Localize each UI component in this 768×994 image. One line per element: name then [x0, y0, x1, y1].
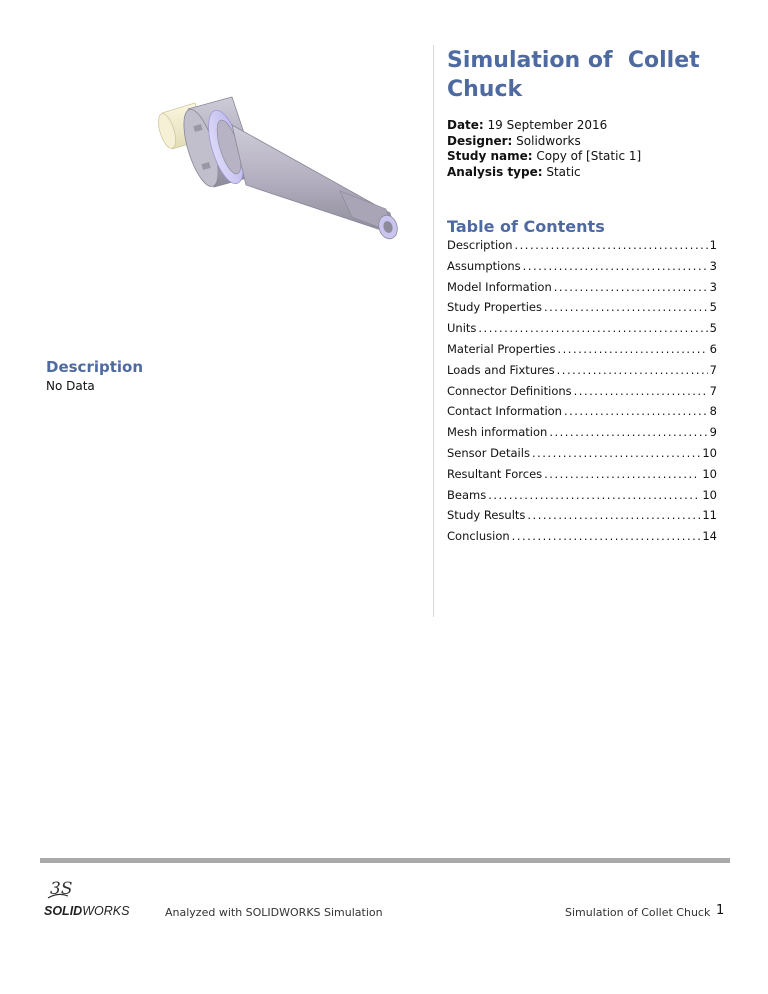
toc-entry-material-properties[interactable] [447, 342, 717, 363]
toc-entry-label: Connector Definitions [447, 383, 572, 398]
ds-logo-icon [44, 878, 154, 920]
toc-leader-dots [488, 488, 700, 502]
footer-rule [40, 858, 730, 863]
description-body: No Data [46, 379, 95, 393]
toc-entry-mesh-information[interactable] [447, 425, 717, 446]
toc-entry-page: 7 [709, 383, 717, 398]
column-divider [433, 45, 434, 617]
toc-leader-dots [558, 342, 708, 356]
toc-entry-beams[interactable] [447, 488, 717, 509]
toc-leader-dots [527, 508, 700, 522]
toc-entry-description[interactable] [447, 238, 717, 259]
document-title: Simulation of Collet Chuck [447, 48, 708, 102]
toc-entry-page: 5 [709, 300, 717, 315]
toc-entry-page: 9 [709, 425, 717, 440]
toc-entry-label: Resultant Forces [447, 466, 543, 481]
toc-entry-page: 5 [709, 321, 717, 336]
toc-entry-sensor-details[interactable] [447, 446, 717, 467]
toc-entry-label: Beams [447, 487, 487, 502]
toc-leader-dots [554, 280, 708, 294]
toc-entry-label: Description [447, 238, 513, 252]
toc-entry-label: Mesh information [447, 425, 548, 440]
table-of-contents [447, 238, 717, 550]
logo-text-solid: SOLID [44, 904, 83, 918]
toc-entry-resultant-forces[interactable] [447, 467, 717, 488]
toc-entry-page: 10 [702, 487, 717, 502]
toc-entry-page: 7 [709, 362, 717, 377]
toc-leader-dots [544, 300, 708, 314]
logo-mark: 3S [50, 879, 73, 899]
meta-designer-value: Solidworks [512, 133, 581, 148]
toc-entry-page: 10 [702, 466, 717, 481]
meta-study-name [447, 149, 747, 165]
meta-date [447, 118, 747, 134]
toc-entry-page: 11 [702, 508, 717, 523]
logo-text-works: WORKS [82, 904, 130, 918]
solidworks-logo [44, 878, 154, 920]
meta-analysis-type-key: Analysis type: [447, 164, 543, 179]
meta-study-name-key: Study name: [447, 149, 533, 163]
toc-entry-label: Assumptions [447, 258, 521, 273]
toc-leader-dots [512, 529, 701, 543]
svg-text:SOLIDWORKS [44, 904, 130, 918]
meta-date-value: 19 September 2016 [483, 118, 608, 132]
model-render-image [150, 95, 410, 265]
toc-leader-dots [478, 321, 707, 335]
toc-entry-model-information[interactable] [447, 280, 717, 301]
toc-entry-loads-and-fixtures[interactable] [447, 363, 717, 384]
toc-entry-label: Loads and Fixtures [447, 362, 555, 377]
toc-entry-label: Contact Information [447, 404, 562, 419]
toc-entry-conclusion[interactable] [447, 529, 717, 550]
toc-entry-label: Sensor Details [447, 445, 530, 460]
collet-chuck-model [150, 95, 410, 265]
toc-title: Table of Contents [447, 217, 605, 236]
meta-study-name-value: Copy of [Static 1] [532, 149, 642, 163]
footer-document-name: Simulation of Collet Chuck [565, 906, 711, 919]
toc-entry-page: 1 [709, 238, 717, 252]
toc-entry-units[interactable] [447, 321, 717, 342]
meta-analysis-type [447, 165, 747, 181]
toc-entry-page: 14 [702, 529, 717, 544]
toc-leader-dots [574, 384, 708, 398]
toc-entry-label: Conclusion [447, 529, 510, 544]
toc-entry-label: Study Properties [447, 300, 542, 315]
document-meta [447, 118, 747, 180]
meta-designer-key: Designer: [447, 133, 513, 148]
toc-entry-page: 10 [702, 445, 717, 460]
toc-entry-label: Study Results [447, 508, 526, 523]
toc-leader-dots [532, 446, 700, 460]
meta-date-key: Date: [447, 118, 484, 132]
toc-entry-study-results[interactable] [447, 508, 717, 529]
toc-leader-dots [523, 259, 708, 273]
toc-entry-page: 3 [709, 279, 717, 294]
toc-entry-study-properties[interactable] [447, 300, 717, 321]
toc-leader-dots [557, 363, 708, 377]
toc-entry-label: Model Information [447, 279, 552, 294]
toc-entry-page: 8 [709, 404, 717, 419]
toc-leader-dots [515, 238, 708, 252]
description-heading: Description [46, 358, 144, 376]
meta-designer [447, 134, 747, 150]
toc-entry-contact-information[interactable] [447, 404, 717, 425]
toc-leader-dots [564, 404, 708, 418]
toc-entry-connector-definitions[interactable] [447, 384, 717, 405]
meta-analysis-type-value: Static [542, 164, 581, 179]
toc-entry-label: Material Properties [447, 341, 556, 356]
toc-entry-label: Units [447, 321, 477, 336]
toc-leader-dots [544, 467, 700, 481]
footer-analyzed-with: Analyzed with SOLIDWORKS Simulation [165, 906, 383, 919]
toc-entry-assumptions[interactable] [447, 259, 717, 280]
footer-page-number: 1 [716, 903, 725, 918]
toc-entry-page: 6 [709, 341, 717, 356]
toc-leader-dots [549, 425, 707, 439]
toc-entry-page: 3 [709, 258, 717, 273]
